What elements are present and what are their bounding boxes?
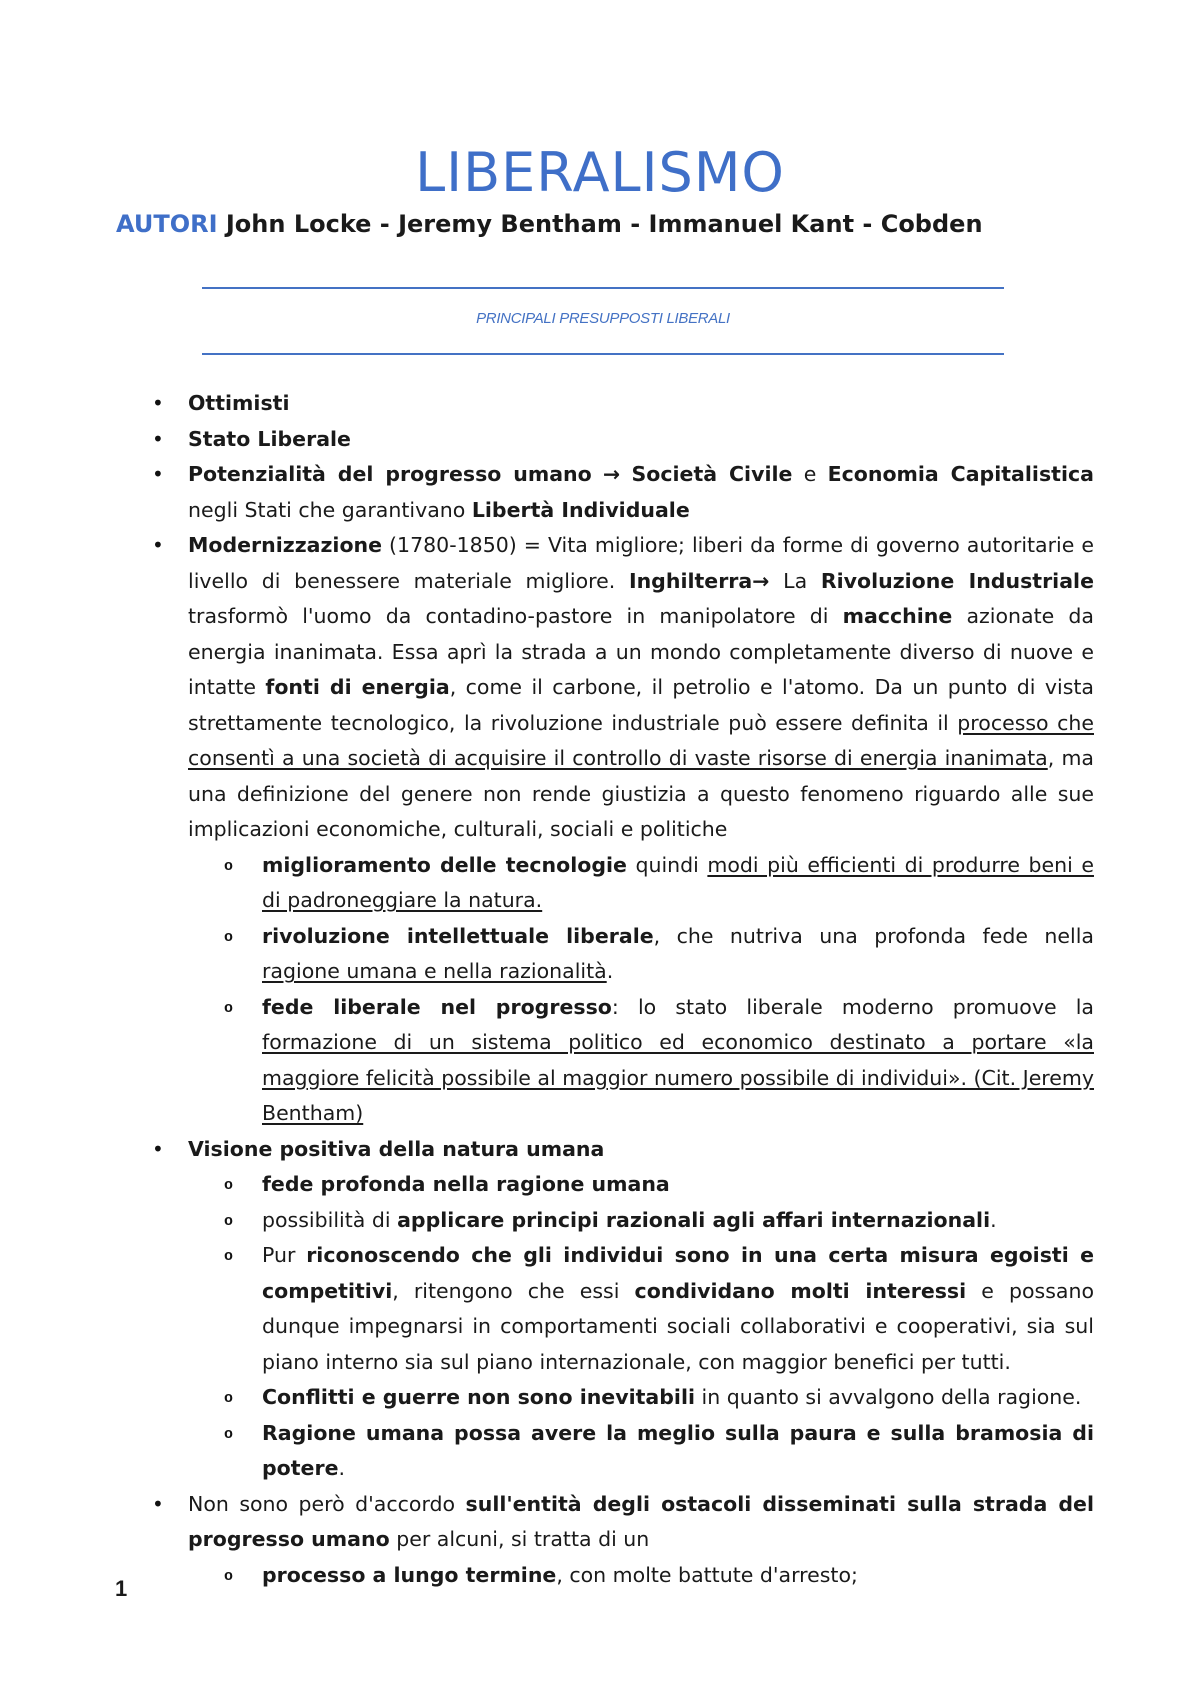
list-item bbox=[188, 457, 1094, 528]
underlined-text: ragione umana e nella razionalità bbox=[262, 959, 607, 983]
item-text: per alcuni, si tratta di un bbox=[396, 1527, 650, 1551]
item-text: . bbox=[606, 959, 614, 983]
sub-list-item bbox=[262, 919, 1094, 990]
sub-list bbox=[188, 1167, 1094, 1487]
sub-list-item bbox=[262, 1416, 1094, 1487]
document-title: LIBERALISMO bbox=[415, 141, 785, 204]
item-text: : lo stato liberale moderno promuove la bbox=[611, 994, 1094, 1019]
item-text: , come il carbone, il petrolio e l'atomo. Da un punto di vista strettamente tecnologico, la rivoluzione industriale può essere definita il bbox=[188, 675, 1094, 735]
item-text: . bbox=[338, 1456, 346, 1480]
authors-names: John Locke - Jeremy Bentham - Immanuel Kant - Cobden bbox=[225, 210, 983, 238]
item-text: , che nutriva una profonda fede nella bbox=[653, 923, 1094, 948]
item-text: Potenzialità del progresso umano bbox=[188, 462, 592, 486]
sub-list-item bbox=[262, 1203, 1094, 1239]
item-text: Modernizzazione bbox=[188, 533, 383, 557]
heading-rule-top bbox=[202, 287, 1004, 289]
item-text: Libertà Individuale bbox=[471, 497, 690, 522]
item-text: Conflitti e guerre non sono inevitabili bbox=[262, 1385, 695, 1409]
authors-label: AUTORI bbox=[116, 210, 218, 238]
item-text: negli Stati che garantivano bbox=[188, 497, 466, 522]
item-text: riconoscendo che gli individui sono in una certa misura egoisti e competitivi bbox=[262, 1243, 1094, 1303]
item-text: macchine bbox=[842, 604, 953, 628]
page-number: 1 bbox=[115, 1576, 128, 1601]
arrow-icon: → bbox=[752, 568, 770, 593]
item-text: applicare principi razionali agli affari internazionali bbox=[397, 1207, 991, 1232]
item-text: trasformò l'uomo da contadino-pastore in manipolatore di bbox=[188, 604, 829, 628]
underlined-text: formazione di un sistema politico ed economico destinato a portare «la maggiore felicità possibile al maggior numero possibile di individui». (Cit. Jeremy Bentham) bbox=[262, 1030, 1094, 1125]
item-text: , ma una definizione del genere non rende giustizia a questo fenomeno riguardo alle sue implicazioni economiche, culturali, sociali e politiche bbox=[188, 746, 1094, 841]
item-text: Stato Liberale bbox=[188, 426, 351, 451]
item-text: fede profonda nella ragione umana bbox=[262, 1172, 670, 1196]
item-text: Società Civile bbox=[631, 462, 793, 486]
sub-list-item bbox=[262, 848, 1094, 919]
item-text: fede liberale nel progresso bbox=[262, 994, 612, 1019]
item-text: possibilità di bbox=[262, 1207, 391, 1232]
underlined-text: modi più efficienti di produrre beni e di padroneggiare la natura. bbox=[262, 852, 1094, 912]
item-text: , con molte battute d'arresto; bbox=[556, 1562, 858, 1587]
list-item bbox=[188, 1132, 1094, 1487]
item-text: La bbox=[783, 568, 808, 593]
list-item bbox=[188, 528, 1094, 1132]
item-text: Rivoluzione Industriale bbox=[820, 568, 1094, 593]
list-item bbox=[188, 386, 1094, 422]
item-text: , ritengono che essi bbox=[392, 1278, 620, 1303]
item-text: condividano molti interessi bbox=[634, 1278, 967, 1303]
item-text: . bbox=[990, 1207, 997, 1232]
heading-rule-bottom bbox=[202, 353, 1004, 355]
item-text: rivoluzione intellettuale liberale bbox=[262, 923, 654, 948]
item-text: fonti di energia bbox=[265, 675, 450, 699]
item-text: azionate da energia inanimata. Essa aprì la strada a un mondo completamente diverso di nuove e intatte bbox=[188, 604, 1094, 699]
item-text: in quanto si avvalgono della ragione. bbox=[701, 1385, 1082, 1409]
sub-list-item bbox=[262, 990, 1094, 1132]
item-text: quindi bbox=[635, 852, 699, 877]
item-text: Economia Capitalistica bbox=[827, 462, 1094, 486]
sub-list-item bbox=[262, 1238, 1094, 1380]
authors-line bbox=[116, 208, 983, 240]
underlined-text: processo che consentì a una società di acquisire il controllo di vaste risorse di energia inanimata bbox=[188, 710, 1094, 770]
sub-list-item bbox=[262, 1380, 1094, 1416]
item-text: e possano dunque impegnarsi in comportamenti sociali collaborativi e cooperativi, sia sul piano interno sia sul piano internazionale, con maggior benefici per tutti. bbox=[262, 1278, 1094, 1374]
presupposti-list bbox=[188, 386, 1094, 1593]
arrow-icon: → bbox=[603, 462, 621, 486]
item-text: miglioramento delle tecnologie bbox=[262, 852, 627, 877]
sub-list-item bbox=[262, 1167, 1094, 1203]
sub-list bbox=[188, 848, 1094, 1132]
item-text: sull'entità degli ostacoli disseminati sulla strada del progresso umano bbox=[188, 1491, 1094, 1551]
item-text: Non sono però d'accordo bbox=[188, 1491, 456, 1516]
item-text: processo a lungo termine bbox=[262, 1562, 557, 1587]
item-text: Visione positiva della natura umana bbox=[188, 1136, 605, 1161]
item-text: (1780-1850) = Vita migliore; liberi da forme di governo autoritarie e livello di benessere materiale migliore. bbox=[188, 533, 1094, 593]
list-item bbox=[188, 1487, 1094, 1594]
item-text: Ragione umana possa avere la meglio sulla paura e sulla bramosia di potere bbox=[262, 1420, 1094, 1480]
item-text: Ottimisti bbox=[188, 391, 290, 415]
item-text: Pur bbox=[262, 1243, 296, 1267]
list-item bbox=[188, 422, 1094, 458]
sub-list-item bbox=[262, 1558, 1094, 1594]
section-heading: PRINCIPALI PRESUPPOSTI LIBERALI bbox=[476, 310, 730, 327]
item-text: e bbox=[803, 462, 817, 486]
item-text: Inghilterra bbox=[628, 568, 753, 593]
sub-list bbox=[188, 1558, 1094, 1594]
